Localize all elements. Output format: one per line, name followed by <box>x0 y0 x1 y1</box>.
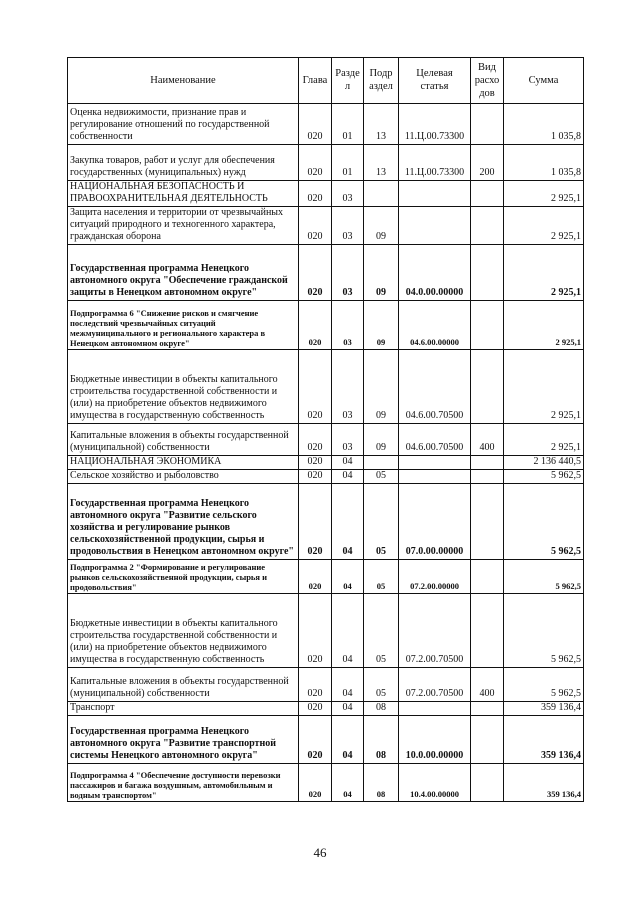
row-podrazdel: 05 <box>364 594 399 668</box>
row-target: 04.6.00.00000 <box>399 301 471 350</box>
row-sum: 1 035,8 <box>504 104 584 145</box>
table-row <box>68 764 584 802</box>
row-sum: 359 136,4 <box>504 764 584 802</box>
row-razdel: 03 <box>332 207 364 245</box>
row-sum: 2 925,1 <box>504 350 584 424</box>
row-glava: 020 <box>299 301 332 350</box>
header-vid: Вид расхо дов <box>471 58 504 104</box>
row-razdel: 04 <box>332 764 364 802</box>
row-razdel: 04 <box>332 702 364 716</box>
table-row <box>68 716 584 764</box>
row-sum: 5 962,5 <box>504 668 584 702</box>
row-vid: 200 <box>471 145 504 181</box>
table-row <box>68 560 584 594</box>
row-name: Бюджетные инвестиции в объекты капитального строительства государственной собственности и (или) на приобретение объектов недвижимого имущества в государственную собственность <box>68 594 299 668</box>
row-podrazdel: 13 <box>364 104 399 145</box>
row-target: 07.0.00.00000 <box>399 484 471 560</box>
row-glava: 020 <box>299 424 332 456</box>
row-name: Подпрограмма 6 "Снижение рисков и смягчение последствий чрезвычайных ситуаций межмуниципального и регионального характера в Ненецком автономном округе" <box>68 301 299 350</box>
row-glava: 020 <box>299 560 332 594</box>
row-vid: 400 <box>471 668 504 702</box>
table-row <box>68 456 584 470</box>
row-name: Капитальные вложения в объекты государственной (муниципальной) собственности <box>68 668 299 702</box>
row-target: 07.2.00.70500 <box>399 668 471 702</box>
row-vid: 400 <box>471 424 504 456</box>
row-razdel: 03 <box>332 424 364 456</box>
row-name: Транспорт <box>68 702 299 716</box>
row-target: 07.2.00.70500 <box>399 594 471 668</box>
row-target: 04.0.00.00000 <box>399 245 471 301</box>
row-vid <box>471 350 504 424</box>
header-razdel: Разде л <box>332 58 364 104</box>
row-razdel: 04 <box>332 470 364 484</box>
row-target: 11.Ц.00.73300 <box>399 145 471 181</box>
row-razdel: 04 <box>332 594 364 668</box>
row-vid <box>471 301 504 350</box>
row-vid <box>471 594 504 668</box>
row-podrazdel: 05 <box>364 668 399 702</box>
row-name: Государственная программа Ненецкого автономного округа "Обеспечение гражданской защиты в Ненецком автономном округе" <box>68 245 299 301</box>
table-row <box>68 350 584 424</box>
row-razdel: 04 <box>332 484 364 560</box>
row-target: 11.Ц.00.73300 <box>399 104 471 145</box>
row-glava: 020 <box>299 181 332 207</box>
header-glava: Глава <box>299 58 332 104</box>
row-target: 04.6.00.70500 <box>399 424 471 456</box>
row-name: Закупка товаров, работ и услуг для обеспечения государственных (муниципальных) нужд <box>68 145 299 181</box>
row-sum: 359 136,4 <box>504 702 584 716</box>
row-razdel: 03 <box>332 181 364 207</box>
table-row <box>68 702 584 716</box>
table-row <box>68 470 584 484</box>
row-sum: 5 962,5 <box>504 560 584 594</box>
table-body <box>68 104 584 802</box>
row-sum: 2 136 440,5 <box>504 456 584 470</box>
header-sum: Сумма <box>504 58 584 104</box>
row-glava: 020 <box>299 484 332 560</box>
row-vid <box>471 764 504 802</box>
row-name: Подпрограмма 2 "Формирование и регулирование рынков сельскохозяйственной продукции, сырья и продовольствия" <box>68 560 299 594</box>
row-podrazdel: 08 <box>364 764 399 802</box>
row-razdel: 03 <box>332 350 364 424</box>
row-razdel: 01 <box>332 145 364 181</box>
row-razdel: 01 <box>332 104 364 145</box>
row-target: 07.2.00.00000 <box>399 560 471 594</box>
row-name: Защита населения и территории от чрезвычайных ситуаций природного и техногенного характера, гражданская оборона <box>68 207 299 245</box>
row-target <box>399 456 471 470</box>
row-glava: 020 <box>299 668 332 702</box>
row-podrazdel: 09 <box>364 424 399 456</box>
row-glava: 020 <box>299 764 332 802</box>
row-glava: 020 <box>299 470 332 484</box>
row-vid <box>471 716 504 764</box>
row-sum: 2 925,1 <box>504 181 584 207</box>
row-sum: 5 962,5 <box>504 484 584 560</box>
table-row <box>68 145 584 181</box>
row-sum: 359 136,4 <box>504 716 584 764</box>
row-name: НАЦИОНАЛЬНАЯ БЕЗОПАСНОСТЬ И ПРАВООХРАНИТЕЛЬНАЯ ДЕЯТЕЛЬНОСТЬ <box>68 181 299 207</box>
row-podrazdel: 09 <box>364 245 399 301</box>
row-target <box>399 207 471 245</box>
row-glava: 020 <box>299 245 332 301</box>
table-row <box>68 245 584 301</box>
table-row <box>68 668 584 702</box>
table-row <box>68 484 584 560</box>
page-number: 46 <box>313 845 327 860</box>
row-glava: 020 <box>299 594 332 668</box>
header-target: Целевая статья <box>399 58 471 104</box>
table-row <box>68 594 584 668</box>
row-podrazdel: 09 <box>364 301 399 350</box>
row-vid <box>471 484 504 560</box>
row-glava: 020 <box>299 104 332 145</box>
row-sum: 1 035,8 <box>504 145 584 181</box>
row-vid <box>471 702 504 716</box>
row-sum: 5 962,5 <box>504 594 584 668</box>
row-podrazdel <box>364 456 399 470</box>
table-row <box>68 301 584 350</box>
row-podrazdel: 09 <box>364 350 399 424</box>
row-razdel: 04 <box>332 456 364 470</box>
table-row <box>68 181 584 207</box>
row-razdel: 04 <box>332 560 364 594</box>
row-name: Оценка недвижимости, признание прав и регулирование отношений по государственной собственности <box>68 104 299 145</box>
row-podrazdel: 08 <box>364 702 399 716</box>
row-name: Государственная программа Ненецкого автономного округа "Развитие транспортной системы Ненецкого автономного округа" <box>68 716 299 764</box>
row-vid <box>471 181 504 207</box>
row-glava: 020 <box>299 456 332 470</box>
row-glava: 020 <box>299 207 332 245</box>
row-sum: 2 925,1 <box>504 424 584 456</box>
row-name: Бюджетные инвестиции в объекты капитального строительства государственной собственности и (или) на приобретение объектов недвижимого имущества в государственную собственность <box>68 350 299 424</box>
table-row <box>68 104 584 145</box>
row-target <box>399 470 471 484</box>
header-row <box>68 58 584 104</box>
row-target: 10.0.00.00000 <box>399 716 471 764</box>
row-vid <box>471 456 504 470</box>
row-vid <box>471 245 504 301</box>
row-sum: 2 925,1 <box>504 245 584 301</box>
row-vid <box>471 560 504 594</box>
row-name: Сельское хозяйство и рыболовство <box>68 470 299 484</box>
row-glava: 020 <box>299 350 332 424</box>
row-sum: 2 925,1 <box>504 301 584 350</box>
row-glava: 020 <box>299 145 332 181</box>
row-vid <box>471 207 504 245</box>
row-podrazdel: 05 <box>364 560 399 594</box>
row-name: Капитальные вложения в объекты государственной (муниципальной) собственности <box>68 424 299 456</box>
row-vid <box>471 104 504 145</box>
row-sum: 2 925,1 <box>504 207 584 245</box>
row-target: 10.4.00.00000 <box>399 764 471 802</box>
row-podrazdel: 13 <box>364 145 399 181</box>
budget-table <box>67 57 584 802</box>
row-podrazdel: 05 <box>364 470 399 484</box>
row-name: Государственная программа Ненецкого автономного округа "Развитие сельского хозяйства и регулирование рынков сельскохозяйственной продукции, сырья и продовольствия в Ненецком автономном округе" <box>68 484 299 560</box>
row-glava: 020 <box>299 702 332 716</box>
row-podrazdel: 05 <box>364 484 399 560</box>
row-razdel: 04 <box>332 716 364 764</box>
row-razdel: 03 <box>332 301 364 350</box>
row-glava: 020 <box>299 716 332 764</box>
table-row <box>68 207 584 245</box>
row-sum: 5 962,5 <box>504 470 584 484</box>
row-name: Подпрограмма 4 "Обеспечение доступности перевозки пассажиров и багажа воздушным, автомобильным и водным транспортом" <box>68 764 299 802</box>
row-razdel: 03 <box>332 245 364 301</box>
row-podrazdel: 09 <box>364 207 399 245</box>
row-name: НАЦИОНАЛЬНАЯ ЭКОНОМИКА <box>68 456 299 470</box>
row-vid <box>471 470 504 484</box>
header-podrazdel: Подр аздел <box>364 58 399 104</box>
row-target: 04.6.00.70500 <box>399 350 471 424</box>
row-razdel: 04 <box>332 668 364 702</box>
header-name: Наименование <box>68 58 299 104</box>
row-target <box>399 702 471 716</box>
row-podrazdel: 08 <box>364 716 399 764</box>
table-row <box>68 424 584 456</box>
row-target <box>399 181 471 207</box>
row-podrazdel <box>364 181 399 207</box>
